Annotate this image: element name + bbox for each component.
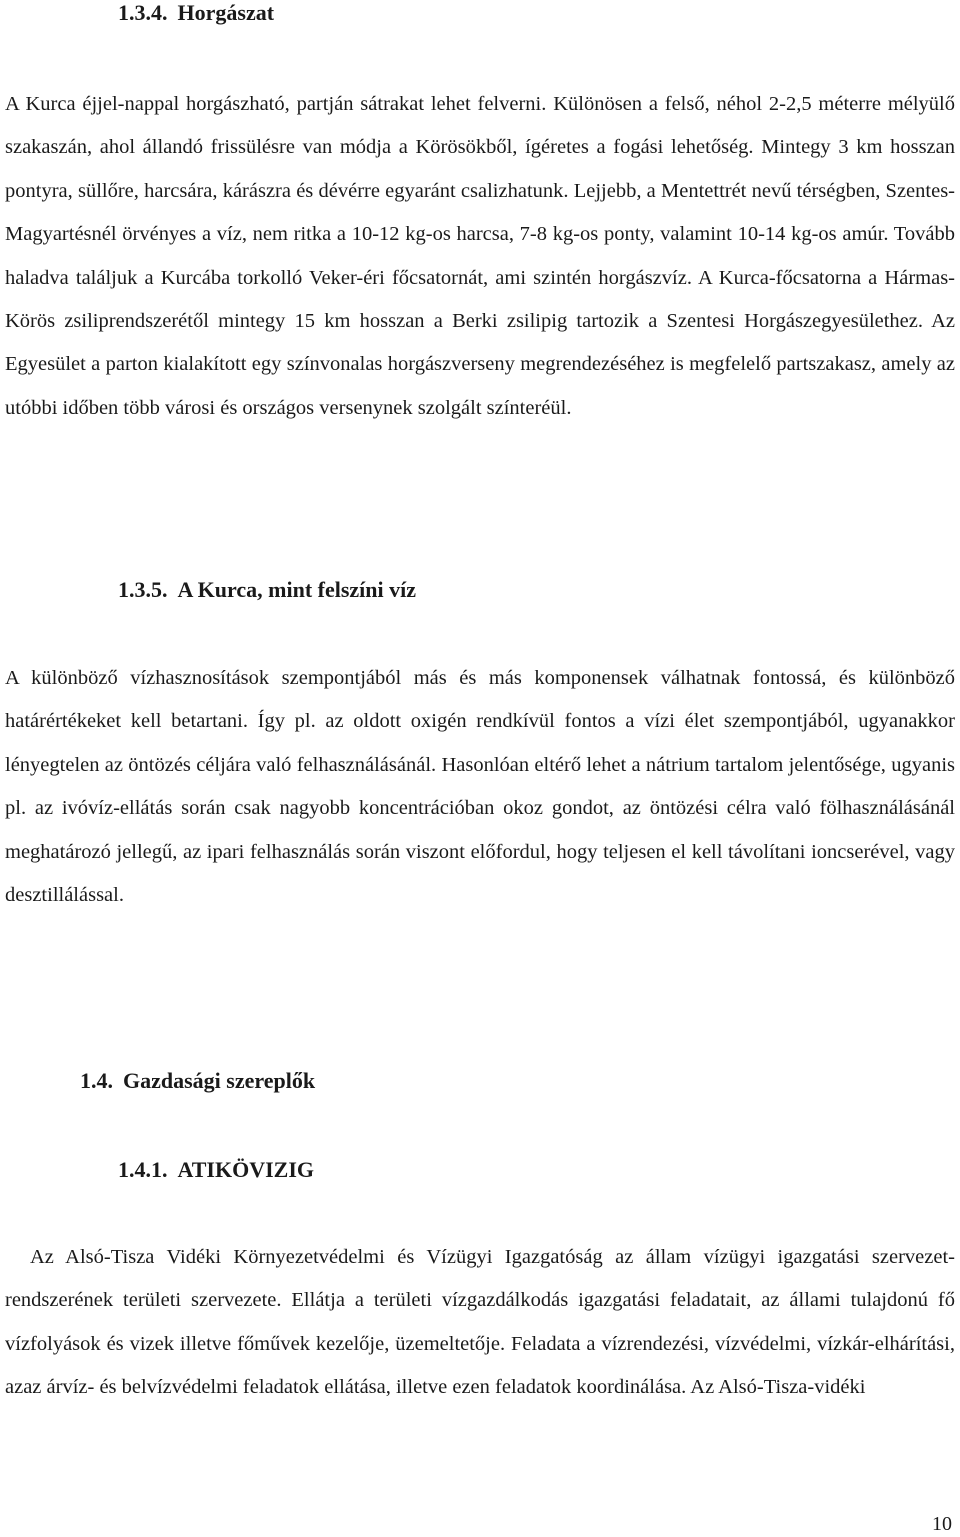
section-title: A Kurca, mint felszíni víz (177, 577, 417, 602)
page-number: 10 (932, 1513, 952, 1535)
section-heading-felszini-viz (118, 577, 416, 603)
section-number: 1.3.5. (118, 577, 168, 602)
section-title: Horgászat (177, 0, 275, 25)
section-heading-horgaszat (118, 0, 274, 26)
section-heading-atikovizig (118, 1157, 314, 1183)
section-title: ATIKÖVIZIG (177, 1157, 315, 1182)
paragraph-atikovizig: Az Alsó-Tisza Vidéki Környezetvédelmi és Vízügyi Igazgatóság az állam vízügyi igazgatási szervezet-rendszerének területi szervezete. Ellátja a területi vízgazdálkodás igazgatási feladatait, az állami tulajdonú fő vízfolyások és vizek illetve főművek kezelője, üzemeltetője. Feladata a vízrendezési, vízvédelmi, vízkár-elhárítási, azaz árvíz- és belvízvédelmi feladatok ellátása, illetve ezen feladatok koordinálása. Az Alsó-Tisza-vidéki (5, 1246, 955, 1399)
section-number: 1.3.4. (118, 0, 168, 25)
section-number: 1.4. (80, 1068, 113, 1093)
section-heading-gazdasagi (80, 1068, 315, 1094)
section-number: 1.4.1. (118, 1157, 168, 1182)
paragraph-felszini-viz: A különböző vízhasznosítások szempontjából más és más komponensek válhatnak fontossá, és különböző határértékeket kell betartani. Így pl. az oldott oxigén rendkívül fontos a vízi élet szempontjából, ugyanakkor lényegtelen az öntözés céljára való felhasználásánál. Hasonlóan eltérő lehet a nátrium tartalom jelentősége, ugyanis pl. az ivóvíz-ellátás során csak nagyobb koncentrációban okoz gondot, az öntözési célra való fölhasználásánál meghatározó jellegű, az ipari felhasználás során viszont előfordul, hogy teljesen el kell távolítani ioncserével, vagy desztillálással. (5, 667, 955, 907)
paragraph-horgaszat: A Kurca éjjel-nappal horgászható, partján sátrakat lehet felverni. Különösen a felső, néhol 2-2,5 méterre mélyülő szakaszán, ahol állandó frissülésre van módja a Körösökből, ígéretes a fogási lehetőség. Mintegy 3 km hosszan pontyra, süllőre, harcsára, kárászra és dévérre egyaránt csalizhatunk. Lejjebb, a Mentettrét nevű térségben, Szentes-Magyartésnél örvényes a víz, nem ritka a 10-12 kg-os harcsa, 7-8 kg-os ponty, valamint 10-14 kg-os amúr. Tovább haladva találjuk a Kurcába torkolló Veker-éri főcsatornát, ami szintén horgászvíz. A Kurca-főcsatorna a Hármas-Körös zsiliprendszerétől mintegy 15 km hosszan a Berki zsilipig tartozik a Szentesi Horgászegyesülethez. Az Egyesület a parton kialakított egy színvonalas horgászverseny megrendezéséhez is megfelelő partszakasz, amely az utóbbi időben több városi és országos versenynek szolgált színteréül. (5, 93, 955, 419)
section-title: Gazdasági szereplők (123, 1068, 316, 1093)
